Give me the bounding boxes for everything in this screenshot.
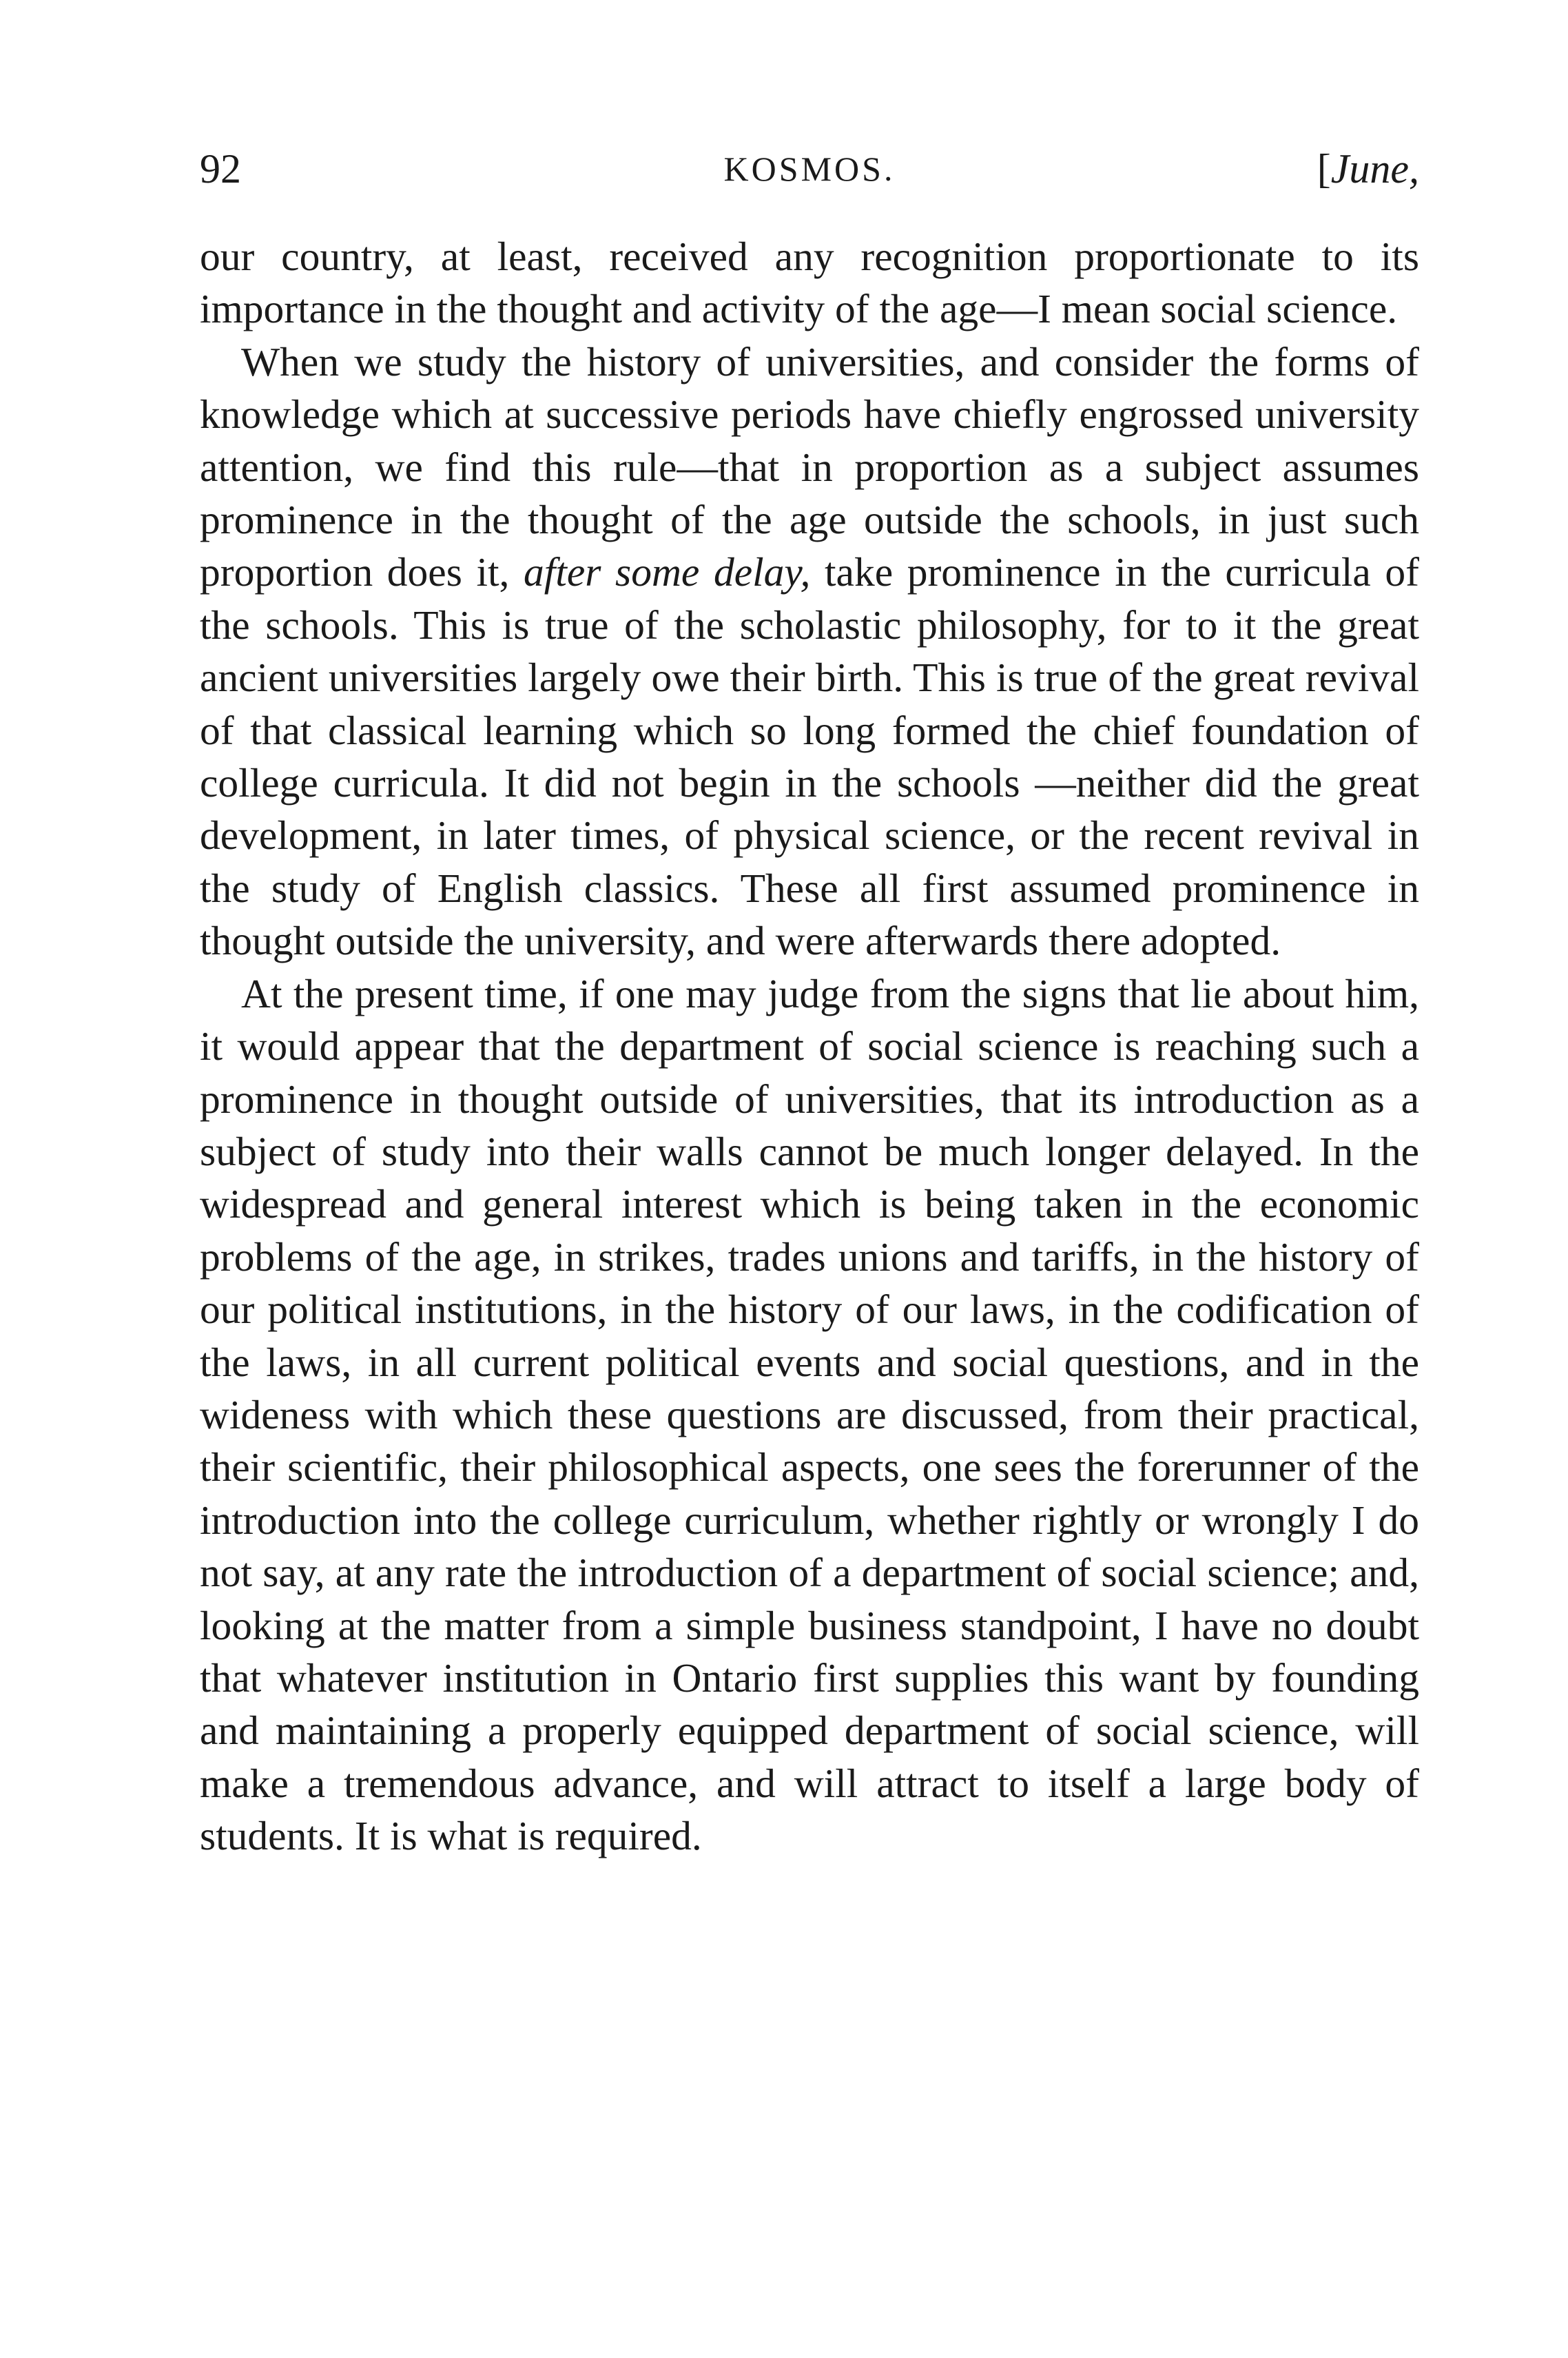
paragraph-1: our country, at least, received any recognition proportionate to its importance in the thought and activity of the age—I mean social science. — [200, 234, 1419, 332]
issue-month — [1317, 138, 1419, 200]
paragraph-2-part-1: When we study the history of universities, and consider the forms of knowledge which at successive periods have chiefly engrossed university attention, we find this rule—that in proportion as a subject assumes prominence in the thought of the age outside the schools, in just such proportion does it, — [200, 338, 1419, 595]
running-header — [200, 138, 1419, 200]
article-body — [200, 230, 1419, 1863]
paragraph-2 — [200, 336, 1419, 967]
month-text: June, — [1330, 146, 1419, 192]
month-bracket: [ — [1317, 146, 1331, 192]
book-page — [200, 138, 1419, 1863]
page-number: 92 — [200, 146, 241, 192]
running-title: KOSMOS. — [723, 150, 896, 188]
paragraph-2-part-2: take prominence in the curricula of the schools. This is true of the scholastic philosophy, for to it the great ancient universities largely owe their birth. This is true of the great revival of that classical learning which so long formed the chief foundation of college curricula. It did not begin in the schools —neither did the great development, in later times, of physical science, or the recent revival in the study of English classics. These all first assumed prominence in thought outside the university, and were afterwards there adopted. — [200, 549, 1419, 964]
paragraph-2-italic: after some delay, — [524, 549, 811, 595]
paragraph-3: At the present time, if one may judge from the signs that lie about him, it would appear that the department of social science is reaching such a prominence in thought outside of universities, that its introduction as a subject of study into their walls cannot be much longer delayed. In the widespread and general interest which is being taken in the economic problems of the age, in strikes, trades unions and tariffs, in the history of our political institutions, in the history of our laws, in the codification of the laws, in all current political events and social questions, and in the wideness with which these questions are discussed, from their practical, their scientific, their philosophical aspects, one sees the forerunner of the introduction into the college curriculum, whether rightly or wrongly I do not say, at any rate the introduction of a department of social science; and, looking at the matter from a simple business standpoint, I have no doubt that whatever institution in Ontario first supplies this want by founding and maintaining a properly equipped department of social science, will make a tremendous advance, and will attract to itself a large body of students. It is what is required. — [200, 970, 1419, 1859]
